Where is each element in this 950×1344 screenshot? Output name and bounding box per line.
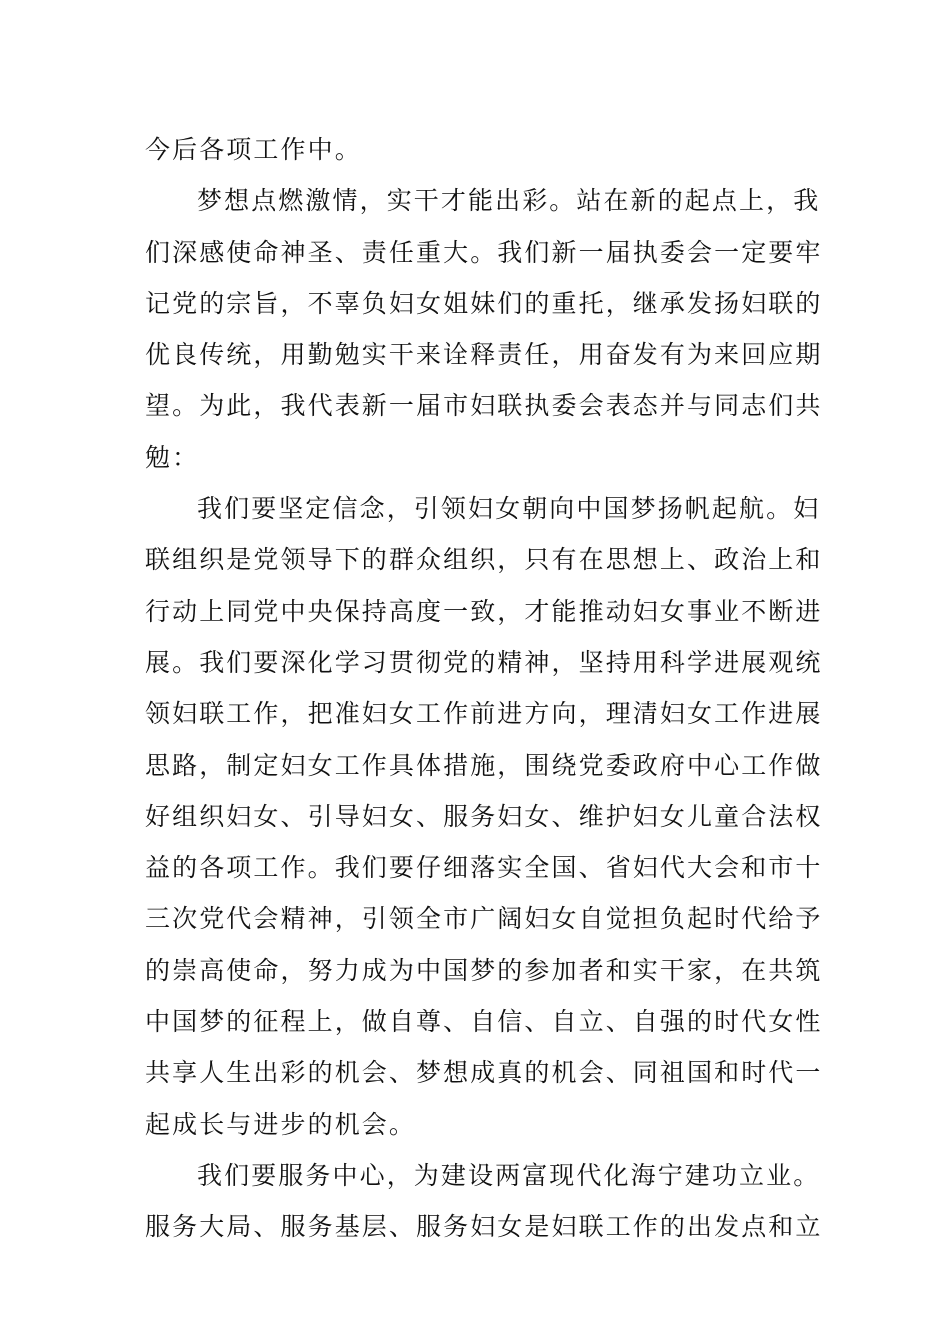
body-text	[145, 124, 823, 1253]
text-line: 三次党代会精神，引领全市广阔妇女自觉担负起时代给予	[145, 904, 823, 934]
text-line: 思路，制定妇女工作具体措施，围绕党委政府中心工作做	[145, 750, 823, 780]
text-line: 我们要坚定信念，引领妇女朝向中国梦扬帆起航。妇	[197, 494, 821, 524]
text-line: 好组织妇女、引导妇女、服务妇女、维护妇女儿童合法权	[145, 801, 823, 831]
text-line: 的崇高使命，努力成为中国梦的参加者和实干家，在共筑	[145, 955, 823, 985]
text-line: 勉：	[145, 442, 200, 472]
text-line: 望。为此，我代表新一届市妇联执委会表态并与同志们共	[145, 391, 823, 421]
text-line: 共享人生出彩的机会、梦想成真的机会、同祖国和时代一	[145, 1058, 823, 1088]
text-line: 行动上同党中央保持高度一致，才能推动妇女事业不断进	[145, 596, 823, 626]
text-line: 记党的宗旨，不辜负妇女姐妹们的重托，继承发扬妇联的	[145, 288, 823, 318]
text-line: 展。我们要深化学习贯彻党的精神，坚持用科学进展观统	[145, 647, 823, 677]
text-line: 益的各项工作。我们要仔细落实全国、省妇代大会和市十	[145, 853, 823, 883]
text-line: 们深感使命神圣、责任重大。我们新一届执委会一定要牢	[145, 237, 823, 267]
text-line: 我们要服务中心，为建设两富现代化海宁建功立业。	[197, 1160, 821, 1190]
text-line: 梦想点燃激情，实干才能出彩。站在新的起点上，我	[197, 186, 821, 216]
text-line: 服务大局、服务基层、服务妇女是妇联工作的出发点和立	[145, 1212, 823, 1242]
text-line: 优良传统，用勤勉实干来诠释责任，用奋发有为来回应期	[145, 340, 823, 370]
text-line: 联组织是党领导下的群众组织，只有在思想上、政治上和	[145, 545, 823, 575]
text-line: 领妇联工作，把准妇女工作前进方向，理清妇女工作进展	[145, 699, 823, 729]
text-line: 中国梦的征程上，做自尊、自信、自立、自强的时代女性	[145, 1007, 823, 1037]
text-line: 今后各项工作中。	[145, 135, 362, 164]
text-line: 起成长与进步的机会。	[145, 1109, 417, 1139]
